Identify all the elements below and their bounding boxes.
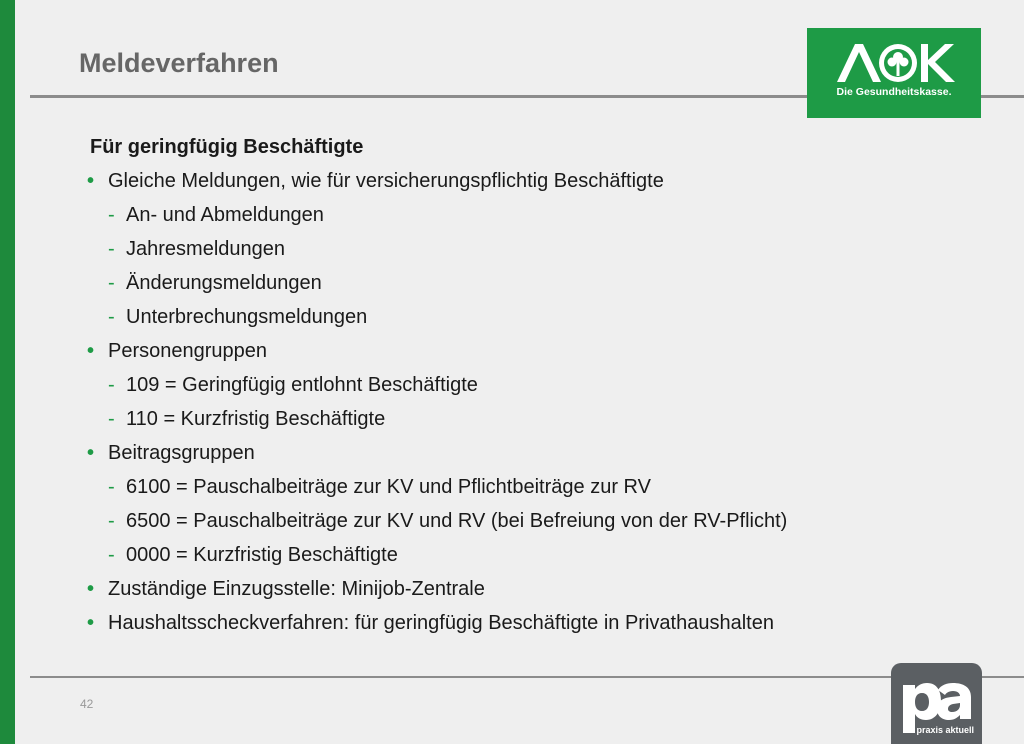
pa-tagline: praxis aktuell [916, 725, 974, 735]
slide-content [87, 132, 990, 642]
page-number: 42 [80, 697, 94, 711]
list-subitem [90, 234, 990, 268]
list-subitem [90, 472, 990, 506]
dash-marker: - [108, 544, 115, 566]
list-subitem [90, 370, 990, 404]
list-subitem [90, 200, 990, 234]
bullet-marker: • [87, 612, 95, 634]
list-item [87, 438, 990, 472]
list-item-text: Personengruppen [108, 340, 268, 362]
dash-marker: - [108, 272, 115, 294]
dash-marker: - [108, 238, 115, 260]
dash-marker: - [108, 374, 115, 396]
list-item-text: Beitragsgruppen [108, 442, 255, 464]
praxis-aktuell-logo [891, 663, 982, 744]
bullet-marker: • [87, 170, 95, 192]
aok-wordmark-icon [807, 28, 981, 118]
list-subitem-text: An- und Abmeldungen [126, 204, 324, 226]
list-item [87, 574, 990, 608]
list-subitem [90, 268, 990, 302]
list-subitem [90, 540, 990, 574]
aok-logo [807, 28, 981, 118]
list-subitem [90, 404, 990, 438]
bullet-marker: • [87, 578, 95, 600]
bullet-marker: • [87, 340, 95, 362]
list-subitem [90, 506, 990, 540]
list-item-text: Zuständige Einzugsstelle: Minijob-Zentrale [108, 578, 485, 600]
list-subitem-text: 6500 = Pauschalbeiträge zur KV und RV (bei Befreiung von der RV-Pflicht) [126, 510, 788, 532]
list-subitem-text: Änderungsmeldungen [126, 272, 322, 294]
list-subitem-text: Unterbrechungsmeldungen [126, 306, 368, 328]
dash-marker: - [108, 476, 115, 498]
slide-title: Meldeverfahren [79, 48, 279, 78]
list-item [87, 336, 990, 370]
bullet-marker: • [87, 442, 95, 464]
list-subitem-text: 0000 = Kurzfristig Beschäftigte [126, 544, 398, 566]
list-subitem-text: 109 = Geringfügig entlohnt Beschäftigte [126, 374, 478, 396]
list-item [87, 608, 990, 642]
dash-marker: - [108, 510, 115, 532]
aok-tagline: Die Gesundheitskasse. [836, 86, 952, 98]
list-subitem-text: Jahresmeldungen [126, 238, 285, 260]
list-item-text: Gleiche Meldungen, wie für versicherungspflichtig Beschäftigte [108, 170, 664, 192]
content-heading: Für geringfügig Beschäftigte [90, 136, 364, 158]
dash-marker: - [108, 306, 115, 328]
left-accent-bar [0, 0, 15, 744]
dash-marker: - [108, 204, 115, 226]
list-subitem-text: 110 = Kurzfristig Beschäftigte [126, 408, 386, 430]
dash-marker: - [108, 408, 115, 430]
footer-divider [30, 676, 1024, 678]
list-item-text: Haushaltsscheckverfahren: für geringfügig Beschäftigte in Privathaushalten [108, 612, 774, 634]
list-subitem [90, 302, 990, 336]
list-item [87, 166, 990, 200]
list-subitem-text: 6100 = Pauschalbeiträge zur KV und Pflichtbeiträge zur RV [126, 476, 651, 498]
